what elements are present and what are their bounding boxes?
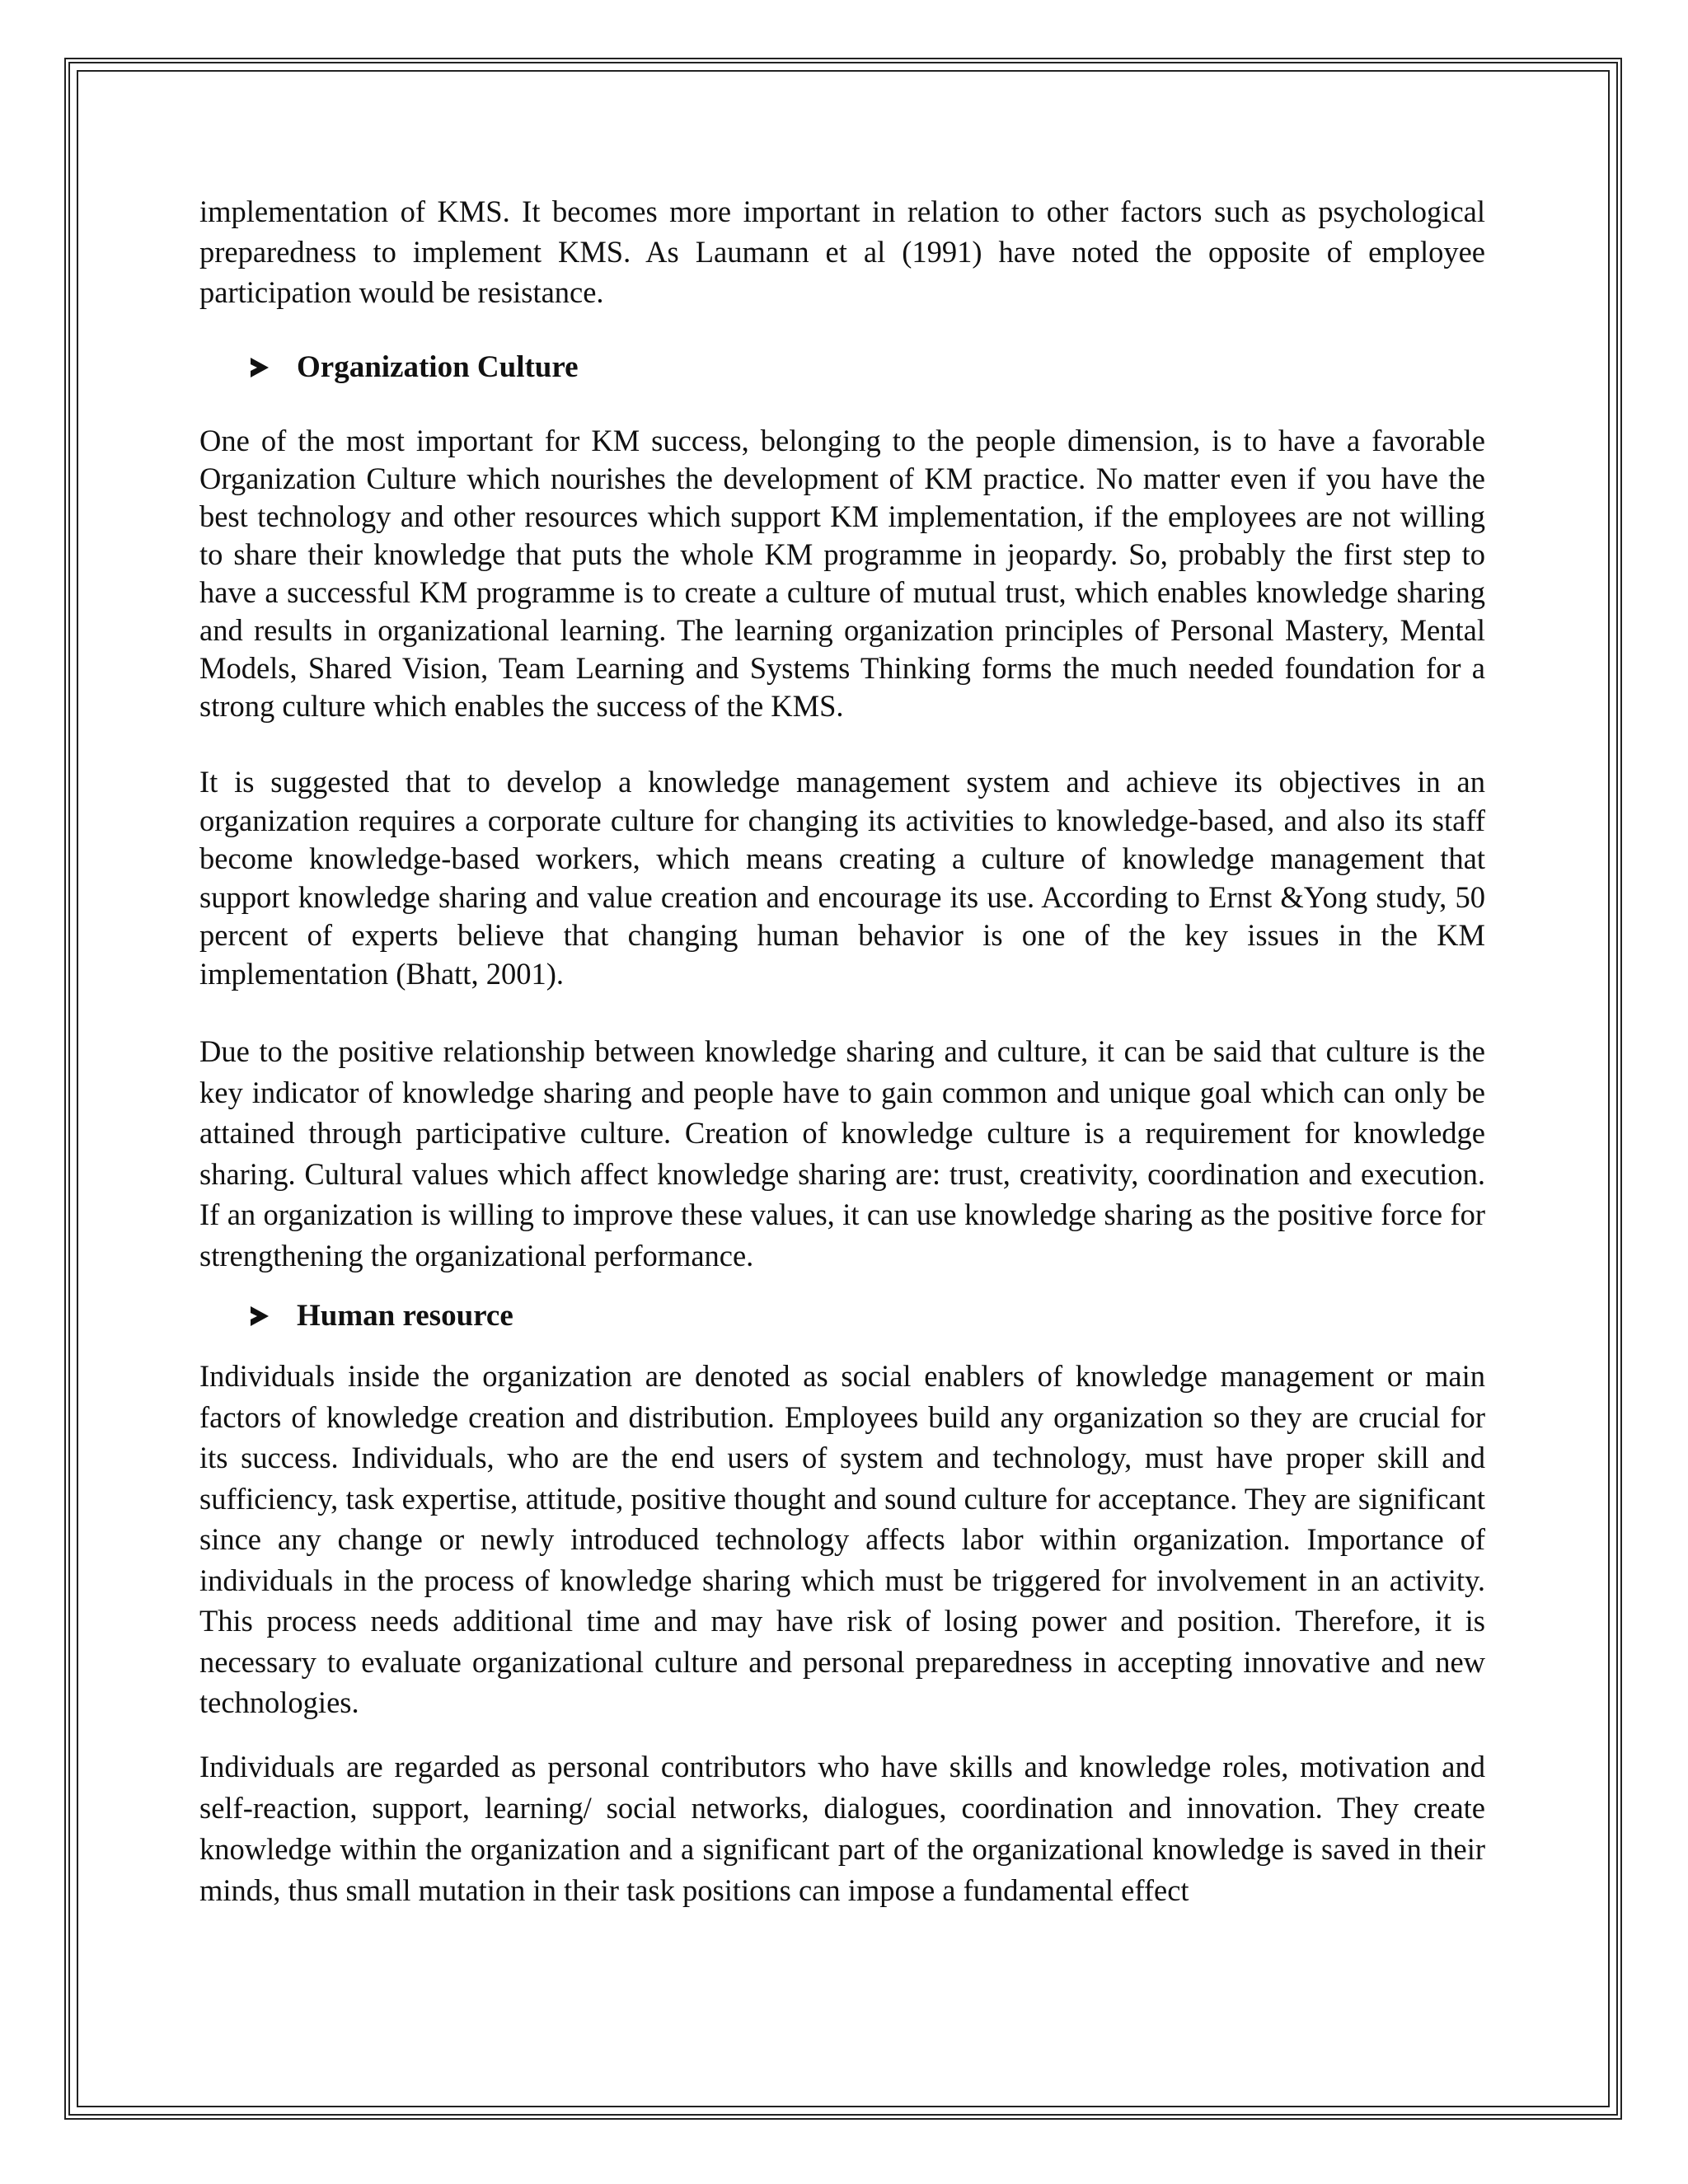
section-heading-organization-culture <box>251 347 1485 387</box>
document-body <box>199 191 1485 1911</box>
section-heading-text: Human resource <box>297 1299 513 1333</box>
arrowhead-bullet-icon <box>251 1306 269 1326</box>
human-resource-paragraph-1: Individuals inside the organization are denoted as social enablers of knowledge management or main factors of knowledge creation and distribution. Employees build any organization so they are crucial for its success. Individuals, who are the end users of system and technology, must have proper skill and sufficiency, task expertise, attitude, positive thought and sound culture for acceptance. They are significant since any change or newly introduced technology affects labor within organization. Importance of individuals in the process of knowledge sharing which must be triggered for involvement in an activity. This process needs additional time and may have risk of losing power and position. Therefore, it is necessary to evaluate organizational culture and personal preparedness in accepting innovative and new technologies. <box>199 1359 1485 1719</box>
section-heading-human-resource <box>251 1296 1485 1336</box>
human-resource-paragraph-2: Individuals are regarded as personal contributors who have skills and knowledge roles, motivation and self-reaction, support, learning/ social networks, dialogues, coordination and innovation. They create knowledge within the organization and a significant part of the organizational knowledge is saved in their minds, thus small mutation in their task positions can impose a fundamental effect <box>199 1749 1485 1907</box>
arrowhead-bullet-icon <box>251 358 269 377</box>
culture-paragraph-1: One of the most important for KM success, belonging to the people dimension, is to have a favorable Organization Culture which nourishes the development of KM practice. No matter even if you have the best technology and other resources which support KM implementation, if the employees are not willing to share their knowledge that puts the whole KM programme in jeopardy. So, probably the first step to have a successful KM programme is to create a culture of mutual trust, which enables knowledge sharing and results in organizational learning. The learning organization principles of Personal Mastery, Mental Models, Shared Vision, Team Learning and Systems Thinking forms the much needed foundation for a strong culture which enables the success of the KMS. <box>199 424 1485 723</box>
intro-paragraph: implementation of KMS. It becomes more important in relation to other factors such as psychological preparedness to implement KMS. As Laumann et al (1991) have noted the opposite of employee participation would be resistance. <box>199 194 1485 309</box>
culture-paragraph-3: Due to the positive relationship between knowledge sharing and culture, it can be said that culture is the key indicator of knowledge sharing and people have to gain common and unique goal which can only be attained through participative culture. Creation of knowledge culture is a requirement for knowledge sharing. Cultural values which affect knowledge sharing are: trust, creativity, coordination and execution. If an organization is willing to improve these values, it can use knowledge sharing as the positive force for strengthening the organizational performance. <box>199 1034 1485 1272</box>
section-heading-text: Organization Culture <box>297 350 579 384</box>
culture-paragraph-2: It is suggested that to develop a knowledge management system and achieve its objectives in an organization requires a corporate culture for changing its activities to knowledge-based, and also its staff become knowledge-based workers, which means creating a culture of knowledge management that support knowledge sharing and value creation and encourage its use. According to Ernst &Yong study, 50 percent of experts believe that changing human behavior is one of the key issues in the KM implementation (Bhatt, 2001). <box>199 765 1485 991</box>
